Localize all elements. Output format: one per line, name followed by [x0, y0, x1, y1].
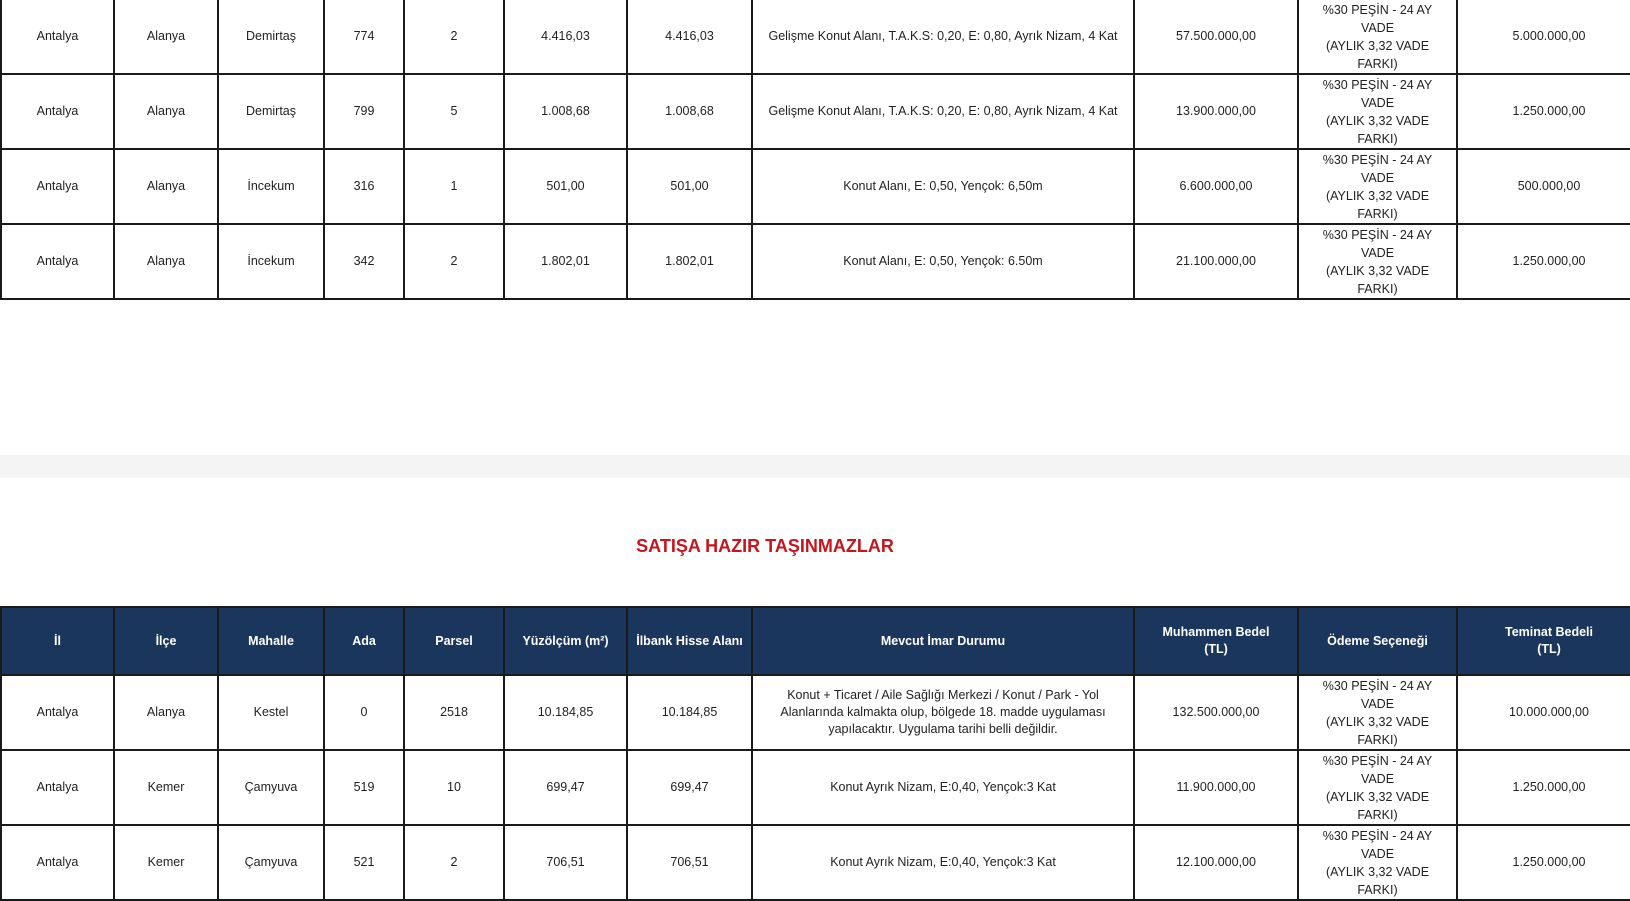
- cell-hisse-alani: 501,00: [627, 149, 752, 224]
- header-ilce: İlçe: [114, 607, 218, 675]
- cell-teminat-bedeli: 500.000,00: [1457, 149, 1630, 224]
- cell-ada: 799: [324, 74, 404, 149]
- table-header-row: [1, 607, 1630, 675]
- cell-odeme-secenegi: [1298, 750, 1457, 825]
- cell-hisse-alani: 706,51: [627, 825, 752, 900]
- odeme-line-2: (AYLIK 3,32 VADE FARKI): [1325, 188, 1430, 221]
- cell-il: Antalya: [1, 825, 114, 900]
- cell-yuzolcum: 4.416,03: [504, 0, 627, 74]
- table-row: [1, 0, 1630, 74]
- cell-hisse-alani: 10.184,85: [627, 675, 752, 750]
- odeme-line-2: (AYLIK 3,32 VADE FARKI): [1325, 864, 1430, 897]
- cell-ada: 342: [324, 224, 404, 299]
- table-row: [1, 224, 1630, 299]
- header-muhammen-bedel: [1134, 607, 1298, 675]
- cell-imar-durumu: Konut Alanı, E: 0,50, Yençok: 6.50m: [752, 224, 1134, 299]
- cell-odeme-secenegi: [1298, 74, 1457, 149]
- cell-ada: 519: [324, 750, 404, 825]
- header-il: İl: [1, 607, 114, 675]
- cell-teminat-bedeli: 1.250.000,00: [1457, 74, 1630, 149]
- cell-yuzolcum: 1.802,01: [504, 224, 627, 299]
- cell-parsel: 2518: [404, 675, 504, 750]
- cell-parsel: 2: [404, 825, 504, 900]
- cell-muhammen-bedel: 6.600.000,00: [1134, 149, 1298, 224]
- cell-teminat-bedeli: 1.250.000,00: [1457, 224, 1630, 299]
- cell-teminat-bedeli: 1.250.000,00: [1457, 750, 1630, 825]
- table-row: [1, 74, 1630, 149]
- header-odeme-secenegi: Ödeme Seçeneği: [1298, 607, 1457, 675]
- odeme-line-1: %30 PEŞİN - 24 AY VADE: [1322, 2, 1433, 35]
- table-row: [1, 675, 1630, 750]
- cell-odeme-secenegi: [1298, 149, 1457, 224]
- table-row: [1, 750, 1630, 825]
- cell-il: Antalya: [1, 224, 114, 299]
- cell-odeme-secenegi: [1298, 224, 1457, 299]
- header-parsel: Parsel: [404, 607, 504, 675]
- cell-parsel: 5: [404, 74, 504, 149]
- header-yuzolcum: Yüzölçüm (m²): [504, 607, 627, 675]
- cell-muhammen-bedel: 57.500.000,00: [1134, 0, 1298, 74]
- odeme-line-1: %30 PEŞİN - 24 AY VADE: [1322, 77, 1433, 110]
- cell-muhammen-bedel: 12.100.000,00: [1134, 825, 1298, 900]
- cell-il: Antalya: [1, 750, 114, 825]
- header-hisse-alani: İlbank Hisse Alanı: [627, 607, 752, 675]
- cell-yuzolcum: 10.184,85: [504, 675, 627, 750]
- cell-mahalle: İncekum: [218, 224, 324, 299]
- cell-odeme-secenegi: [1298, 0, 1457, 74]
- table-row: [1, 825, 1630, 900]
- cell-parsel: 10: [404, 750, 504, 825]
- header-teminat-bedeli-line-1: Teminat Bedeli: [1505, 625, 1593, 639]
- cell-mahalle: Demirtaş: [218, 0, 324, 74]
- cell-mahalle: Çamyuva: [218, 825, 324, 900]
- cell-ilce: Alanya: [114, 675, 218, 750]
- cell-yuzolcum: 699,47: [504, 750, 627, 825]
- cell-odeme-secenegi: [1298, 675, 1457, 750]
- cell-ilce: Alanya: [114, 149, 218, 224]
- cell-il: Antalya: [1, 149, 114, 224]
- cell-muhammen-bedel: 132.500.000,00: [1134, 675, 1298, 750]
- header-ada: Ada: [324, 607, 404, 675]
- odeme-line-1: %30 PEŞİN - 24 AY VADE: [1322, 678, 1433, 711]
- cell-muhammen-bedel: 21.100.000,00: [1134, 224, 1298, 299]
- cell-hisse-alani: 1.802,01: [627, 224, 752, 299]
- cell-mahalle: Kestel: [218, 675, 324, 750]
- cell-muhammen-bedel: 13.900.000,00: [1134, 74, 1298, 149]
- section-divider-band: [0, 455, 1630, 478]
- odeme-line-1: %30 PEŞİN - 24 AY VADE: [1322, 152, 1433, 185]
- odeme-line-1: %30 PEŞİN - 24 AY VADE: [1322, 227, 1433, 260]
- cell-imar-durumu: Konut + Ticaret / Aile Sağlığı Merkezi / Konut / Park - Yol Alanlarında kalmakta olup, bölgede 18. madde uygulaması yapılacaktır. Uygulama tarihi belli değildir.: [752, 675, 1134, 750]
- cell-mahalle: Çamyuva: [218, 750, 324, 825]
- odeme-line-2: (AYLIK 3,32 VADE FARKI): [1325, 714, 1430, 747]
- cell-imar-durumu: Gelişme Konut Alanı, T.A.K.S: 0,20, E: 0,80, Ayrık Nizam, 4 Kat: [752, 0, 1134, 74]
- odeme-line-2: (AYLIK 3,32 VADE FARKI): [1325, 38, 1430, 71]
- odeme-line-1: %30 PEŞİN - 24 AY VADE: [1322, 753, 1433, 786]
- cell-imar-durumu: Gelişme Konut Alanı, T.A.K.S: 0,20, E: 0,80, Ayrık Nizam, 4 Kat: [752, 74, 1134, 149]
- cell-il: Antalya: [1, 0, 114, 74]
- cell-muhammen-bedel: 11.900.000,00: [1134, 750, 1298, 825]
- cell-ada: 316: [324, 149, 404, 224]
- cell-yuzolcum: 501,00: [504, 149, 627, 224]
- cell-teminat-bedeli: 10.000.000,00: [1457, 675, 1630, 750]
- cell-parsel: 1: [404, 149, 504, 224]
- odeme-line-1: %30 PEŞİN - 24 AY VADE: [1322, 828, 1433, 861]
- cell-odeme-secenegi: [1298, 825, 1457, 900]
- cell-imar-durumu: Konut Ayrık Nizam, E:0,40, Yençok:3 Kat: [752, 750, 1134, 825]
- header-teminat-bedeli-line-2: (TL): [1537, 642, 1561, 656]
- cell-ilce: Alanya: [114, 224, 218, 299]
- header-teminat-bedeli: [1457, 607, 1630, 675]
- header-muhammen-bedel-line-1: Muhammen Bedel: [1162, 625, 1270, 639]
- cell-mahalle: İncekum: [218, 149, 324, 224]
- cell-yuzolcum: 1.008,68: [504, 74, 627, 149]
- cell-hisse-alani: 4.416,03: [627, 0, 752, 74]
- property-table-top: [0, 0, 1630, 300]
- cell-imar-durumu: Konut Ayrık Nizam, E:0,40, Yençok:3 Kat: [752, 825, 1134, 900]
- cell-parsel: 2: [404, 224, 504, 299]
- header-muhammen-bedel-line-2: (TL): [1204, 642, 1228, 656]
- cell-ada: 774: [324, 0, 404, 74]
- cell-il: Antalya: [1, 675, 114, 750]
- cell-parsel: 2: [404, 0, 504, 74]
- header-imar-durumu: Mevcut İmar Durumu: [752, 607, 1134, 675]
- cell-ilce: Alanya: [114, 0, 218, 74]
- cell-ilce: Kemer: [114, 825, 218, 900]
- cell-hisse-alani: 1.008,68: [627, 74, 752, 149]
- cell-ilce: Alanya: [114, 74, 218, 149]
- odeme-line-2: (AYLIK 3,32 VADE FARKI): [1325, 263, 1430, 296]
- cell-ada: 521: [324, 825, 404, 900]
- cell-teminat-bedeli: 5.000.000,00: [1457, 0, 1630, 74]
- cell-yuzolcum: 706,51: [504, 825, 627, 900]
- cell-ilce: Kemer: [114, 750, 218, 825]
- cell-teminat-bedeli: 1.250.000,00: [1457, 825, 1630, 900]
- cell-imar-durumu: Konut Alanı, E: 0,50, Yençok: 6,50m: [752, 149, 1134, 224]
- cell-hisse-alani: 699,47: [627, 750, 752, 825]
- odeme-line-2: (AYLIK 3,32 VADE FARKI): [1325, 113, 1430, 146]
- cell-ada: 0: [324, 675, 404, 750]
- property-table-bottom: [0, 606, 1630, 901]
- cell-il: Antalya: [1, 74, 114, 149]
- header-mahalle: Mahalle: [218, 607, 324, 675]
- section-title: SATIŞA HAZIR TAŞINMAZLAR: [636, 536, 894, 556]
- cell-mahalle: Demirtaş: [218, 74, 324, 149]
- table-row: [1, 149, 1630, 224]
- odeme-line-2: (AYLIK 3,32 VADE FARKI): [1325, 789, 1430, 822]
